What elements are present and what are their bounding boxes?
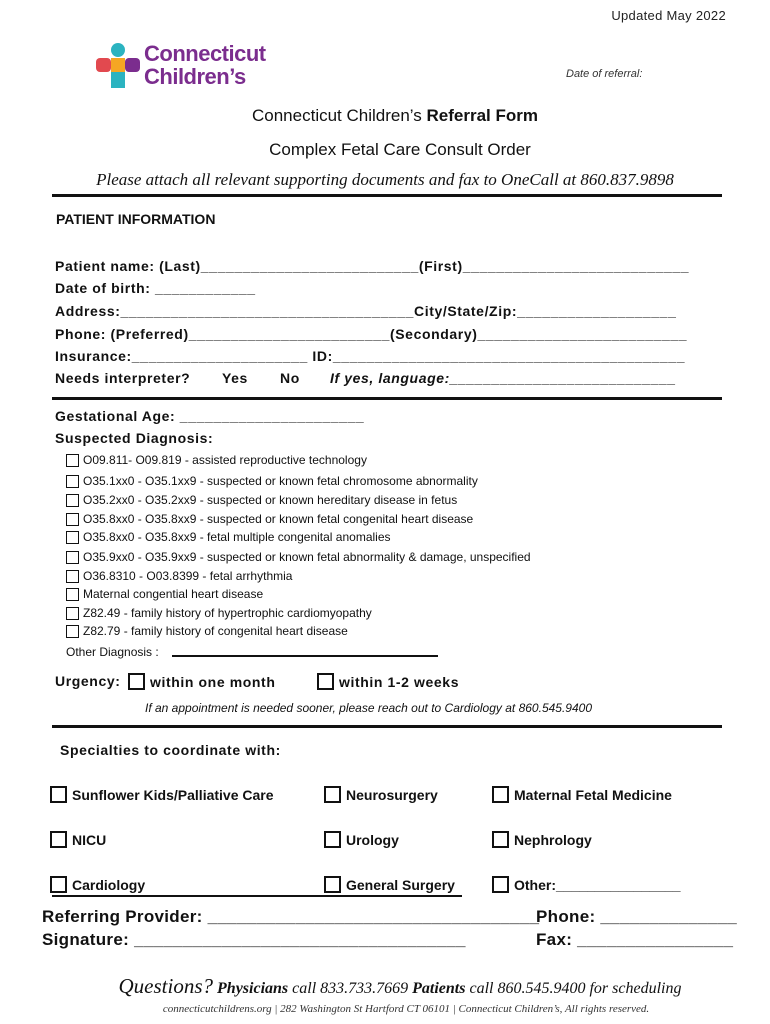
other-diagnosis-input[interactable] (172, 655, 438, 657)
diagnosis-item[interactable]: Maternal congential heart disease (66, 587, 263, 601)
specialties-heading: Specialties to coordinate with: (60, 742, 281, 758)
phone-field[interactable]: Phone: (Preferred)________________________(Secondary)_________________________ (55, 326, 688, 342)
checkbox-icon[interactable] (66, 588, 79, 601)
date-of-referral-label: Date of referral: (566, 68, 643, 80)
sooner-note: If an appointment is needed sooner, please reach out to Cardiology at 860.545.9400 (145, 701, 592, 715)
specialty-nephrology[interactable]: Nephrology (492, 831, 592, 848)
specialty-general-surgery[interactable]: General Surgery (324, 876, 455, 893)
checkbox-icon[interactable] (492, 876, 509, 893)
checkbox-icon[interactable] (50, 831, 67, 848)
checkbox-icon[interactable] (324, 831, 341, 848)
diagnosis-item[interactable]: Z82.49 - family history of hypertrophic cardiomyopathy (66, 606, 372, 620)
checkbox-icon[interactable] (324, 876, 341, 893)
specialty-urology[interactable]: Urology (324, 831, 399, 848)
urgency-weeks-option[interactable]: within 1-2 weeks (317, 673, 459, 690)
logo-wordmark: Connecticut Children’s (144, 41, 266, 89)
specialty-cardiology[interactable]: Cardiology (50, 876, 145, 893)
urgency-month-option[interactable]: within one month (128, 673, 275, 690)
diagnosis-item[interactable]: O35.2xx0 - O35.2xx9 - suspected or known hereditary disease in fetus (66, 493, 457, 507)
diagnosis-item[interactable]: O35.1xx0 - O35.1xx9 - suspected or known fetal chromosome abnormality (66, 474, 478, 488)
checkbox-icon[interactable] (66, 531, 79, 544)
checkbox-icon[interactable] (66, 454, 79, 467)
interpreter-label: Needs interpreter? (55, 370, 191, 386)
referring-provider-field[interactable]: Referring Provider: __________________________________ (42, 907, 540, 926)
checkbox-icon[interactable] (50, 876, 67, 893)
attach-note: Please attach all relevant supporting documents and fax to OneCall at 860.837.9898 (96, 170, 674, 189)
specialty-maternal-fetal-medicine[interactable]: Maternal Fetal Medicine (492, 786, 672, 803)
signature-field[interactable]: Signature: __________________________________ (42, 930, 466, 949)
connecticut-childrens-logo (94, 42, 284, 94)
address-field[interactable]: Address:___________________________________City/State/Zip:___________________ (55, 303, 677, 319)
urgency-label: Urgency: (55, 673, 121, 689)
checkbox-icon[interactable] (66, 494, 79, 507)
checkbox-icon[interactable] (66, 570, 79, 583)
provider-fax-field[interactable]: Fax: ________________ (536, 930, 734, 949)
interpreter-yes[interactable]: Yes (222, 370, 248, 386)
checkbox-icon[interactable] (324, 786, 341, 803)
divider (52, 194, 722, 197)
footer-address: connecticutchildrens.org | 282 Washington St Hartford CT 06101 | Connecticut Children’s, All rights reserved. (162, 1003, 650, 1015)
suspected-diagnosis-label: Suspected Diagnosis: (55, 430, 214, 446)
provider-phone-field[interactable]: Phone: ______________ (536, 907, 737, 926)
patient-info-heading: PATIENT INFORMATION (56, 211, 216, 227)
divider (52, 397, 722, 400)
logo-mark-icon (94, 42, 142, 92)
divider (52, 725, 722, 728)
questions-line: Questions? Physicians call 833.733.7669 Patients call 860.545.9400 for scheduling (118, 974, 682, 998)
language-field[interactable]: If yes, language:___________________________ (330, 370, 677, 386)
specialty-nicu[interactable]: NICU (50, 831, 106, 848)
diagnosis-item[interactable]: O36.8310 - O03.8399 - fetal arrhythmia (66, 569, 292, 583)
checkbox-icon[interactable] (492, 786, 509, 803)
checkbox-icon[interactable] (66, 513, 79, 526)
checkbox-icon[interactable] (66, 625, 79, 638)
other-diagnosis-label: Other Diagnosis : (66, 645, 159, 659)
interpreter-no[interactable]: No (280, 370, 300, 386)
checkbox-icon[interactable] (492, 831, 509, 848)
checkbox-icon[interactable] (66, 551, 79, 564)
specialty-other[interactable]: Other:________________ (492, 876, 681, 893)
patient-name-field[interactable]: Patient name: (Last)__________________________(First)___________________________ (55, 258, 690, 274)
diagnosis-item[interactable]: O35.9xx0 - O35.9xx9 - suspected or known fetal abnormality & damage, unspecified (66, 550, 531, 564)
checkbox-icon[interactable] (66, 475, 79, 488)
checkbox-icon[interactable] (50, 786, 67, 803)
gestational-age-field[interactable]: Gestational Age: ______________________ (55, 408, 365, 424)
specialty-neurosurgery[interactable]: Neurosurgery (324, 786, 438, 803)
insurance-field[interactable]: Insurance:_____________________ ID:__________________________________________ (55, 348, 686, 364)
divider (52, 895, 462, 897)
form-subtitle: Complex Fetal Care Consult Order (269, 140, 531, 159)
diagnosis-item[interactable]: O35.8xx0 - O35.8xx9 - suspected or known fetal congenital heart disease (66, 512, 473, 526)
checkbox-icon[interactable] (66, 607, 79, 620)
diagnosis-item[interactable]: O09.811- O09.819 - assisted reproductive technology (66, 453, 367, 467)
checkbox-icon[interactable] (128, 673, 145, 690)
diagnosis-item[interactable]: O35.8xx0 - O35.8xx9 - fetal multiple congenital anomalies (66, 530, 391, 544)
checkbox-icon[interactable] (317, 673, 334, 690)
diagnosis-item[interactable]: Z82.79 - family history of congenital heart disease (66, 624, 348, 638)
dob-field[interactable]: Date of birth: ____________ (55, 280, 256, 296)
form-title: Connecticut Children’s Referral Form (252, 106, 538, 125)
updated-date: Updated May 2022 (611, 8, 726, 23)
specialty-sunflower-kids[interactable]: Sunflower Kids/Palliative Care (50, 786, 274, 803)
